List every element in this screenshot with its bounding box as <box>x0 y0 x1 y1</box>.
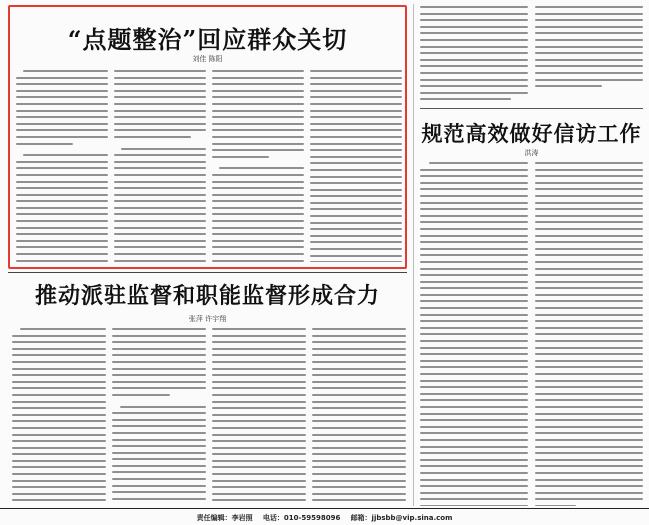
main-article-column-3 <box>212 328 306 506</box>
right-article-column-2 <box>535 162 643 506</box>
highlighted-article-title: “点题整治”回应群众关切 <box>67 25 348 54</box>
section-divider <box>8 272 407 273</box>
highlighted-article-column-2 <box>114 70 206 262</box>
right-article-column-1 <box>420 162 528 506</box>
right-article-top-rule <box>420 108 643 109</box>
page-footer <box>0 510 649 525</box>
column-divider <box>413 4 414 506</box>
highlighted-article-column-1 <box>16 70 108 262</box>
main-article-column-4 <box>312 328 406 506</box>
main-article-byline: 张萍 许宇翔 <box>188 315 227 323</box>
main-article-title: 推动派驻监督和职能监督形成合力 <box>34 283 380 309</box>
footer-email: 邮箱：jjbsbb@vip.sina.com <box>350 514 453 522</box>
footer-editor: 责任编辑：李岩照 <box>196 514 253 522</box>
footer-rule <box>0 508 649 509</box>
right-article-title: 规范高效做好信访工作 <box>421 121 642 146</box>
highlighted-article-byline: 刘佳 陈阳 <box>192 55 223 63</box>
main-article-column-1 <box>12 328 106 506</box>
right-article-byline: 洪涛 <box>524 149 539 157</box>
right-top-column-2 <box>535 6 643 104</box>
footer-phone: 电话：010-59598096 <box>262 514 341 522</box>
right-top-column-1 <box>420 6 528 104</box>
main-article-column-2 <box>112 328 206 506</box>
highlighted-article-column-3 <box>212 70 304 262</box>
highlighted-article-column-4 <box>310 70 402 262</box>
